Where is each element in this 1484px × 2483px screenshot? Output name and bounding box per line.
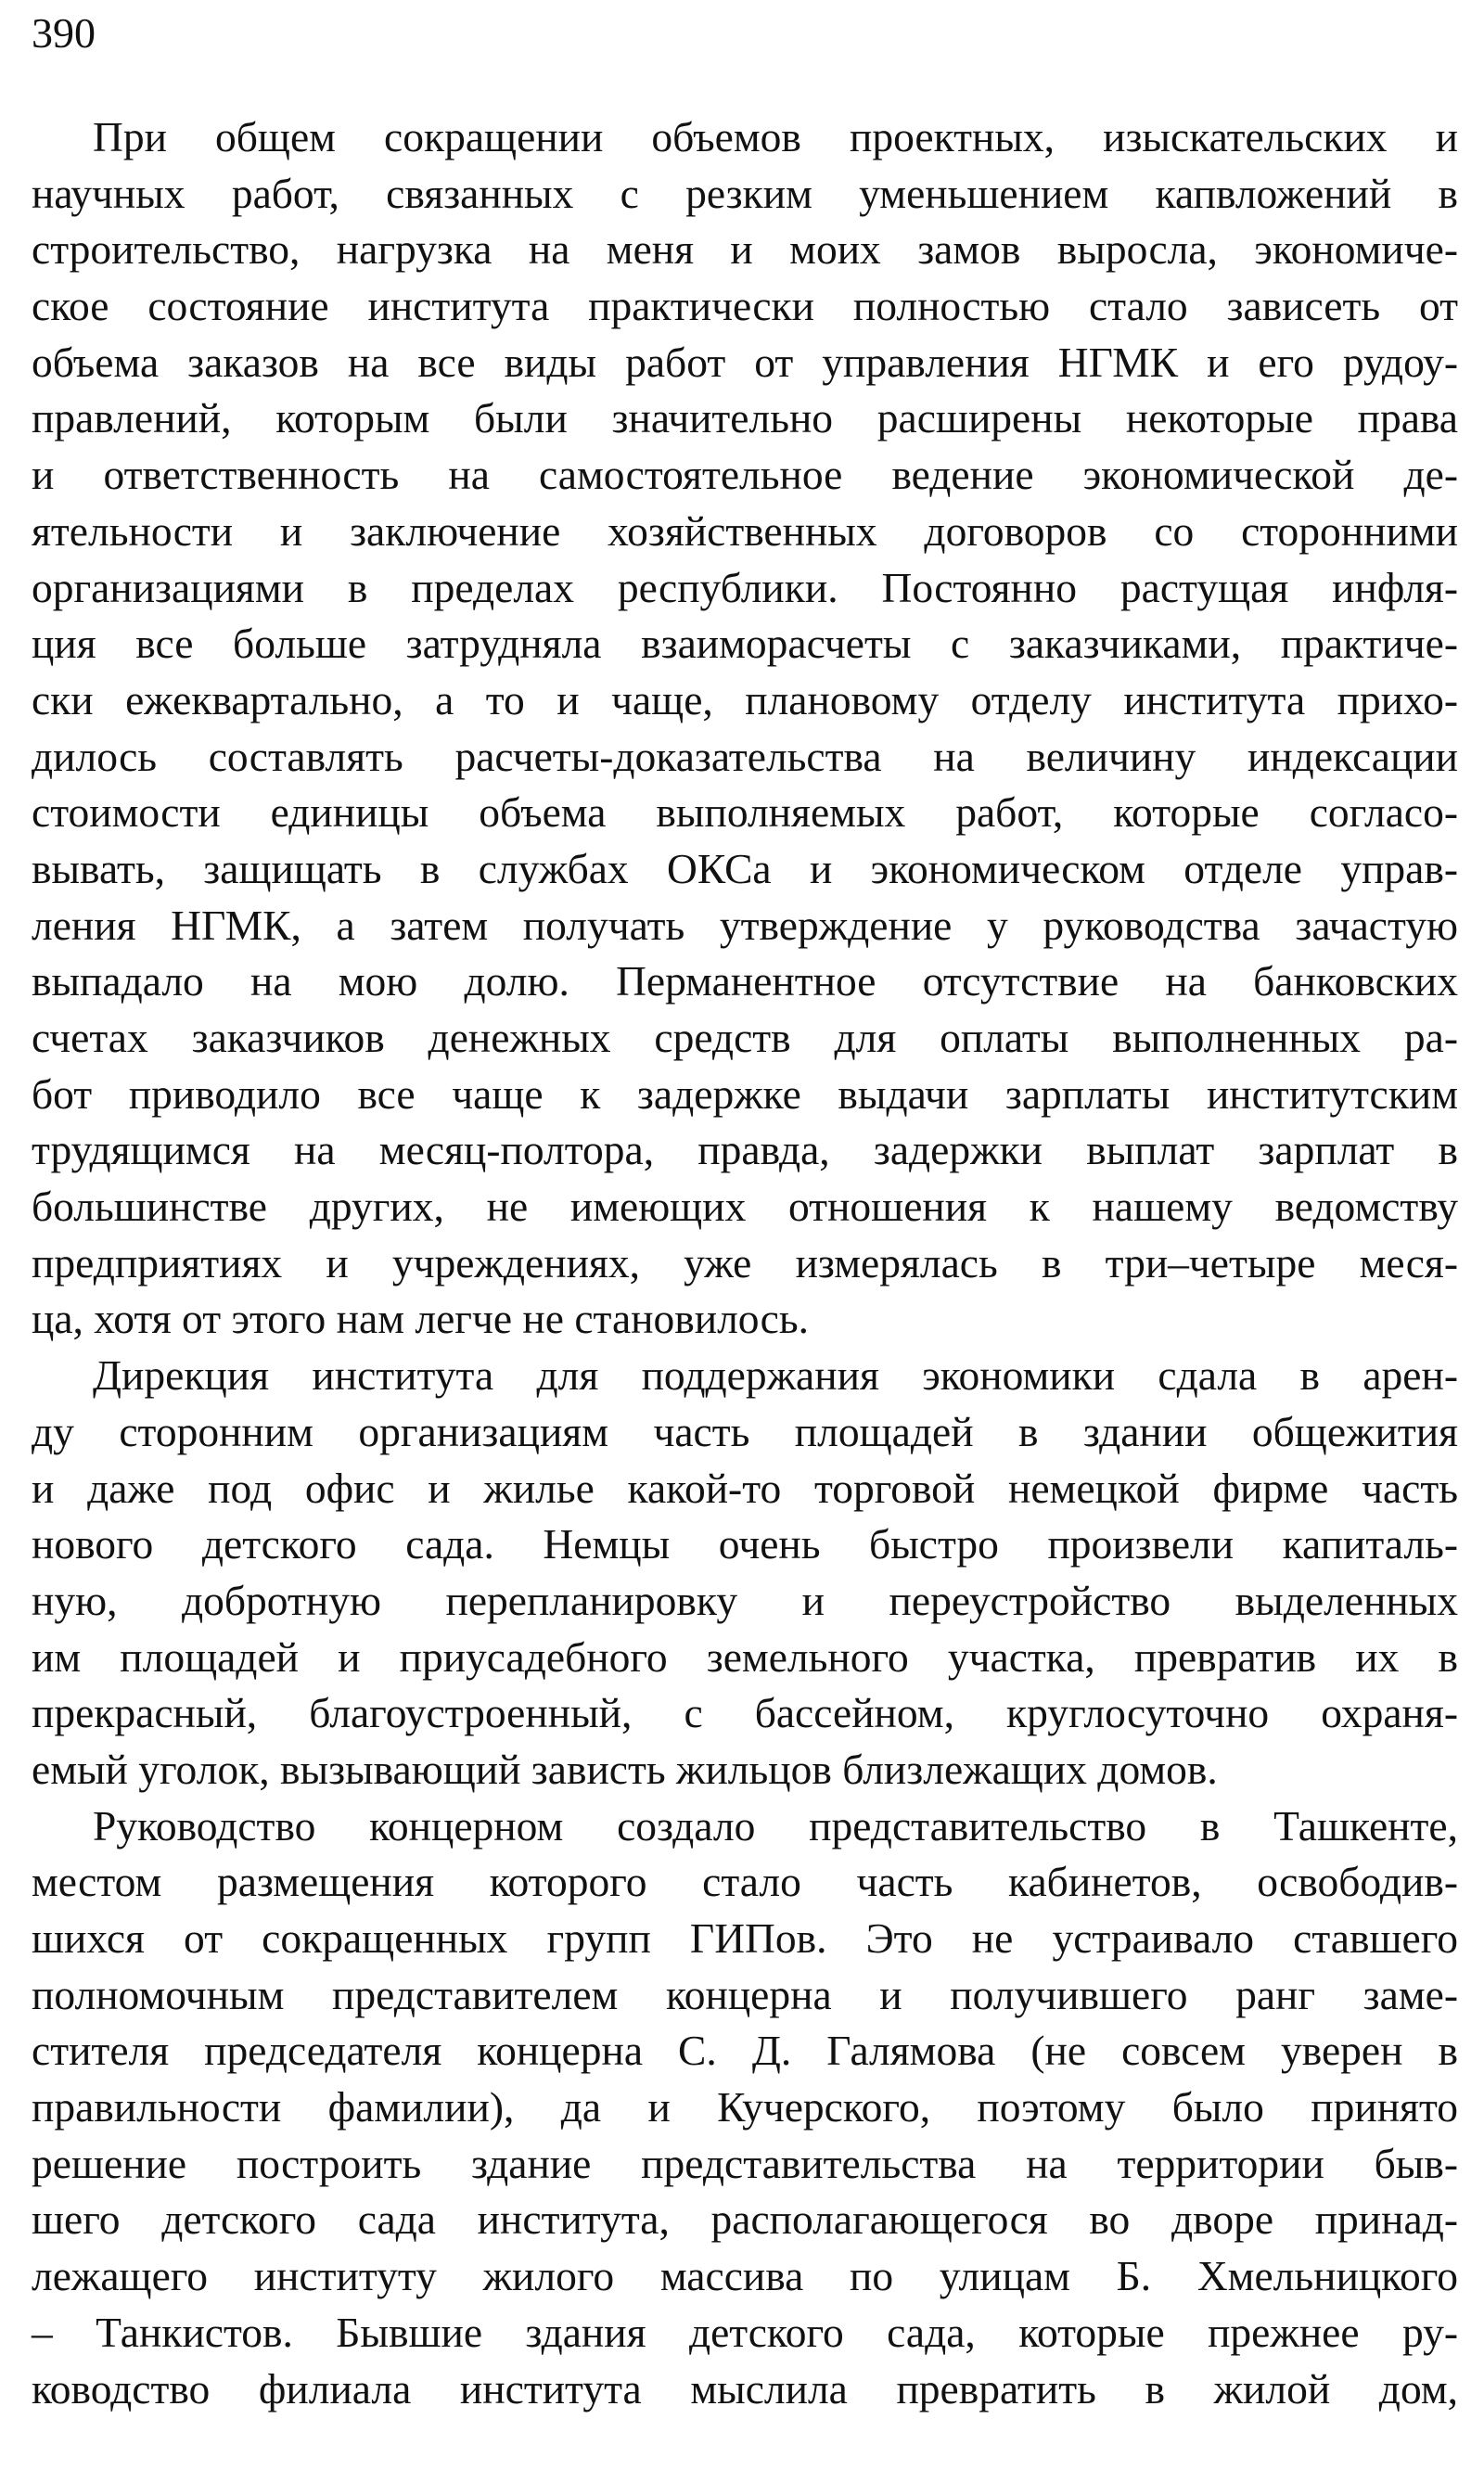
text-line: стителя председателя концерна С. Д. Галямова (не совсем уверен в — [32, 2027, 1458, 2075]
text-line: счетах заказчиков денежных средств для оплаты выполненных ра- — [32, 1014, 1458, 1061]
paragraph — [32, 109, 1458, 1348]
text-line: шего детского сада института, располагающегося во дворе принад- — [32, 2195, 1458, 2244]
text-line: дилось составлять расчеты-доказательства на величину индексации — [32, 732, 1458, 780]
text-line: ятельности и заключение хозяйственных договоров со сторонними — [32, 506, 1458, 555]
text-line: предприятиях и учреждениях, уже измерялась в три–четыре меся- — [32, 1238, 1458, 1286]
text-line: лежащего институту жилого массива по улицам Б. Хмельницкого — [32, 2252, 1458, 2300]
text-line: ца, хотя от этого нам легче не становилось. — [32, 1295, 809, 1343]
body-text — [32, 109, 1458, 2417]
text-line: стоимости единицы объема выполняемых работ, которые согласо- — [32, 788, 1458, 837]
text-line: решение построить здание представительства на территории быв- — [32, 2139, 1458, 2187]
text-line: полномочным представителем концерна и получившего ранг заме- — [32, 1970, 1458, 2018]
text-line: им площадей и приусадебного земельного участка, превратив их в — [32, 1632, 1458, 1681]
text-line: ководство филиала института мыслила превратить в жилой дом, — [32, 2364, 1458, 2413]
text-line: местом размещения которого стало часть кабинетов, освободив- — [32, 1858, 1458, 1906]
text-line: ную, добротную перепланировку и переустройство выделенных — [32, 1576, 1458, 1624]
text-line: вывать, защищать в службах ОКСа и экономическом отделе управ- — [32, 844, 1458, 892]
text-line: шихся от сокращенных групп ГИПов. Это не устраивало ставшего — [32, 1914, 1458, 1962]
text-line: прекрасный, благоустроенный, с бассейном, круглосуточно охраня- — [32, 1689, 1458, 1737]
text-line: ское состояние института практически полностью стало зависеть от — [32, 282, 1458, 330]
text-line: строительство, нагрузка на меня и моих замов выросла, экономиче- — [32, 225, 1458, 274]
text-line: Руководство концерном создало представительство в Ташкенте, — [93, 1801, 1458, 1849]
text-line: объема заказов на все виды работ от управления НГМК и его рудоу- — [32, 338, 1458, 386]
text-line: научных работ, связанных с резким уменьшением капвложений в — [32, 169, 1458, 217]
text-line: правлений, которым были значительно расширены некоторые права — [32, 394, 1458, 442]
text-line: и даже под офис и жилье какой-то торговой немецкой фирме часть — [32, 1464, 1458, 1512]
text-line: При общем сокращении объемов проектных, изыскательских и — [93, 113, 1458, 160]
text-line: – Танкистов. Бывшие здания детского сада, которые прежнее ру- — [32, 2308, 1458, 2356]
text-line: ления НГМК, а затем получать утверждение у руководства зачастую — [32, 901, 1458, 949]
text-line: Дирекция института для поддержания экономики сдала в арен- — [93, 1351, 1458, 1400]
text-line: бот приводило все чаще к задержке выдачи зарплаты институтским — [32, 1069, 1458, 1118]
text-line: организациями в пределах республики. Постоянно растущая инфля- — [32, 563, 1458, 611]
text-line: ски ежеквартально, а то и чаще, плановому отделу института прихо- — [32, 675, 1458, 723]
paragraph — [32, 1798, 1458, 2418]
text-line: выпадало на мою долю. Перманентное отсутствие на банковских — [32, 957, 1458, 1005]
text-line: ция все больше затрудняла взаиморасчеты с заказчиками, практиче- — [32, 620, 1458, 668]
text-line: нового детского сада. Немцы очень быстро произвели капиталь- — [32, 1520, 1458, 1568]
paragraph — [32, 1348, 1458, 1798]
text-line: ду сторонним организациям часть площадей в здании общежития — [32, 1407, 1458, 1455]
text-line: и ответственность на самостоятельное ведение экономической де- — [32, 451, 1458, 499]
text-line: правильности фамилии), да и Кучерского, поэтому было принято — [32, 2083, 1458, 2131]
page-number: 390 — [32, 9, 96, 57]
text-line: емый уголок, вызывающий зависть жильцов близлежащих домов. — [32, 1745, 1218, 1793]
text-line: трудящимся на месяц-полтора, правда, задержки выплат зарплат в — [32, 1126, 1458, 1174]
text-line: большинстве других, не имеющих отношения к нашему ведомству — [32, 1183, 1458, 1231]
